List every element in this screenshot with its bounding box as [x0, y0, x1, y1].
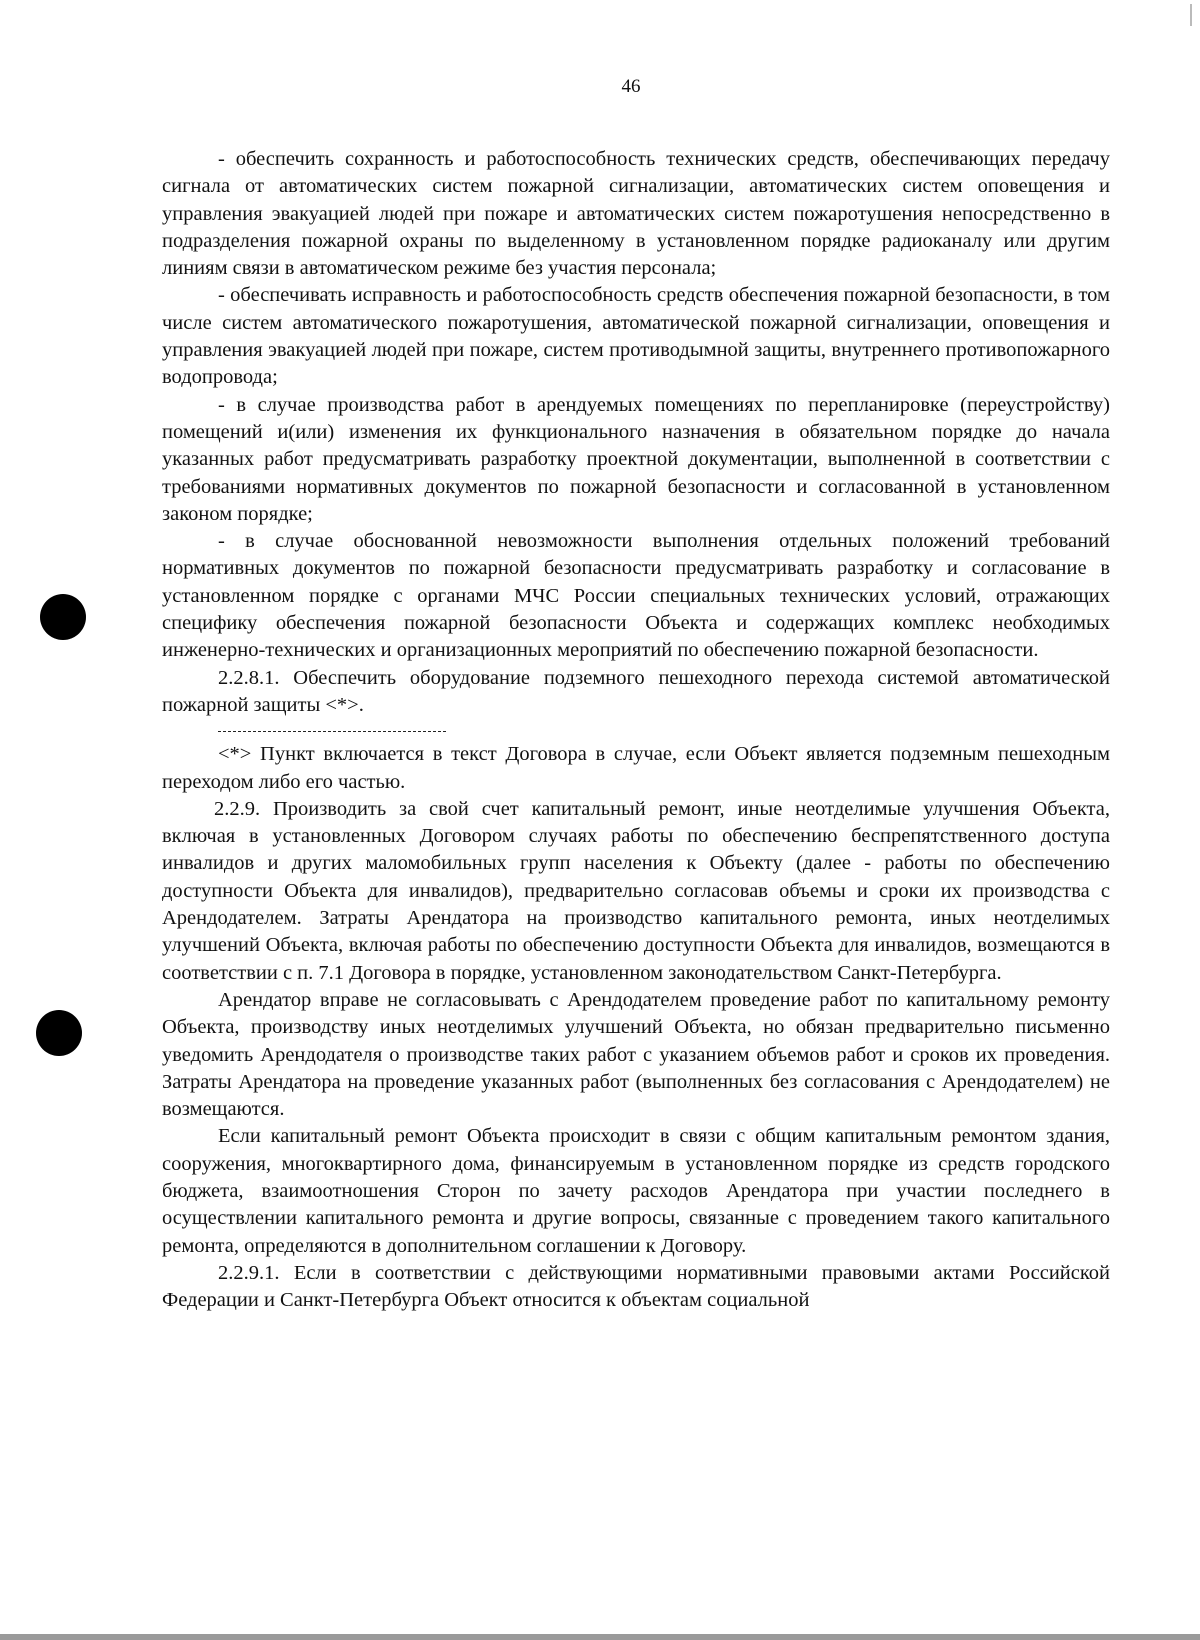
footnote-separator	[162, 719, 1110, 741]
paragraph-special-conditions: - в случае обоснованной невозможности выполнения отдельных положений требований нормативных документов по пожарной безопасности предусматривать разработку и согласование в установленном порядке с органами МЧС России специальных технических условий, отражающих специфику обеспечения пожарной безопасности Объекта и содержащих комплекс необходимых инженерно-технических и организационных мероприятий по обеспечению пожарной безопасности.	[162, 530, 1110, 662]
separator-text	[218, 719, 367, 746]
paragraph-fire-safety-means: - обеспечивать исправность и работоспособность средств обеспечения пожарной безопасности, в том числе систем автоматического пожаротушения, автоматической пожарной сигнализации, оповещения и управления эвакуацией людей при пожаре, систем противодымной защиты, внутреннего противопожарного водопровода;	[162, 284, 1110, 389]
punch-hole	[36, 1010, 82, 1056]
paragraph-2-2-9: 2.2.9. Производить за свой счет капитальный ремонт, иные неотделимые улучшения Объекта, включая в установленных Договором случаях работы по обеспечению беспрепятственного доступа инвалидов и других маломобильных групп населения к Объекту (далее - работы по обеспечению доступности Объекта для инвалидов), предварительно согласовав объемы и сроки их производства с Арендодателем. Затраты Арендатора на производство капитального ремонта, иных неотделимых улучшений Объекта, включая работы по обеспечению доступности Объекта для инвалидов, возмещаются в соответствии с п. 7.1 Договора в порядке, установленном законодательством Санкт-Петербурга.	[162, 797, 1110, 984]
paragraph-capital-repair: Если капитальный ремонт Объекта происходит в связи с общим капитальным ремонтом здания, сооружения, многоквартирного дома, финансируемым в установленном порядке из средств городского бюджета, взаимоотношения Сторон по зачету расходов Арендатора при участии последнего в осуществлении капитального ремонта и другие вопросы, связанные с проведением такого капитального ремонта, определяются в дополнительном соглашении к Договору.	[162, 1125, 1110, 1257]
page-number: 46	[621, 76, 641, 97]
paragraph-2-2-8-1: 2.2.8.1. Обеспечить оборудование подземного пешеходного перехода системой автоматической пожарной защиты <*>.	[162, 666, 1110, 716]
paragraph-tenant-right: Арендатор вправе не согласовывать с Арендодателем проведение работ по капитальному ремонту Объекта, производству иных неотделимых улучшений Объекта, но обязан предварительно письменно уведомить Арендодателя о производстве таких работ с указанием объемов работ и сроков их проведения. Затраты Арендатора на проведение указанных работ (выполненных без согласования с Арендодателем) не возмещаются.	[162, 988, 1110, 1121]
paragraph-2-2-9-1: 2.2.9.1. Если в соответствии с действующими нормативными правовыми актами Российской Федерации и Санкт-Петербурга Объект относится к объектам социальной	[162, 1261, 1110, 1312]
paragraph-redevelopment: - в случае производства работ в арендуемых помещениях по перепланировке (переустройству) помещений и(или) изменения их функционального назначения в обязательном порядке до начала указанных работ предусматривать разработку проектной документации, выполненной в соответствии с требованиями нормативных документов по пожарной безопасности и согласованной в установленном законом порядке;	[162, 393, 1110, 525]
scan-artifact	[1190, 4, 1192, 26]
paragraph-fire-alarm-signal: - обеспечить сохранность и работоспособность технических средств, обеспечивающих передачу сигнала от автоматических систем пожарной сигнализации, автоматических систем оповещения и управления эвакуацией людей при пожаре и автоматических систем пожаротушения непосредственно в подразделения пожарной охраны по выделенному в установленном порядке радиоканалу или другим линиям связи в автоматическом режиме без участия персонала;	[162, 148, 1110, 280]
document-body	[162, 146, 1110, 1314]
punch-hole	[40, 594, 86, 640]
scan-bottom-edge	[0, 1634, 1200, 1640]
footnote: <*> Пункт включается в текст Договора в случае, если Объект является подземным пешеходным переходом либо его частью.	[162, 743, 1110, 793]
